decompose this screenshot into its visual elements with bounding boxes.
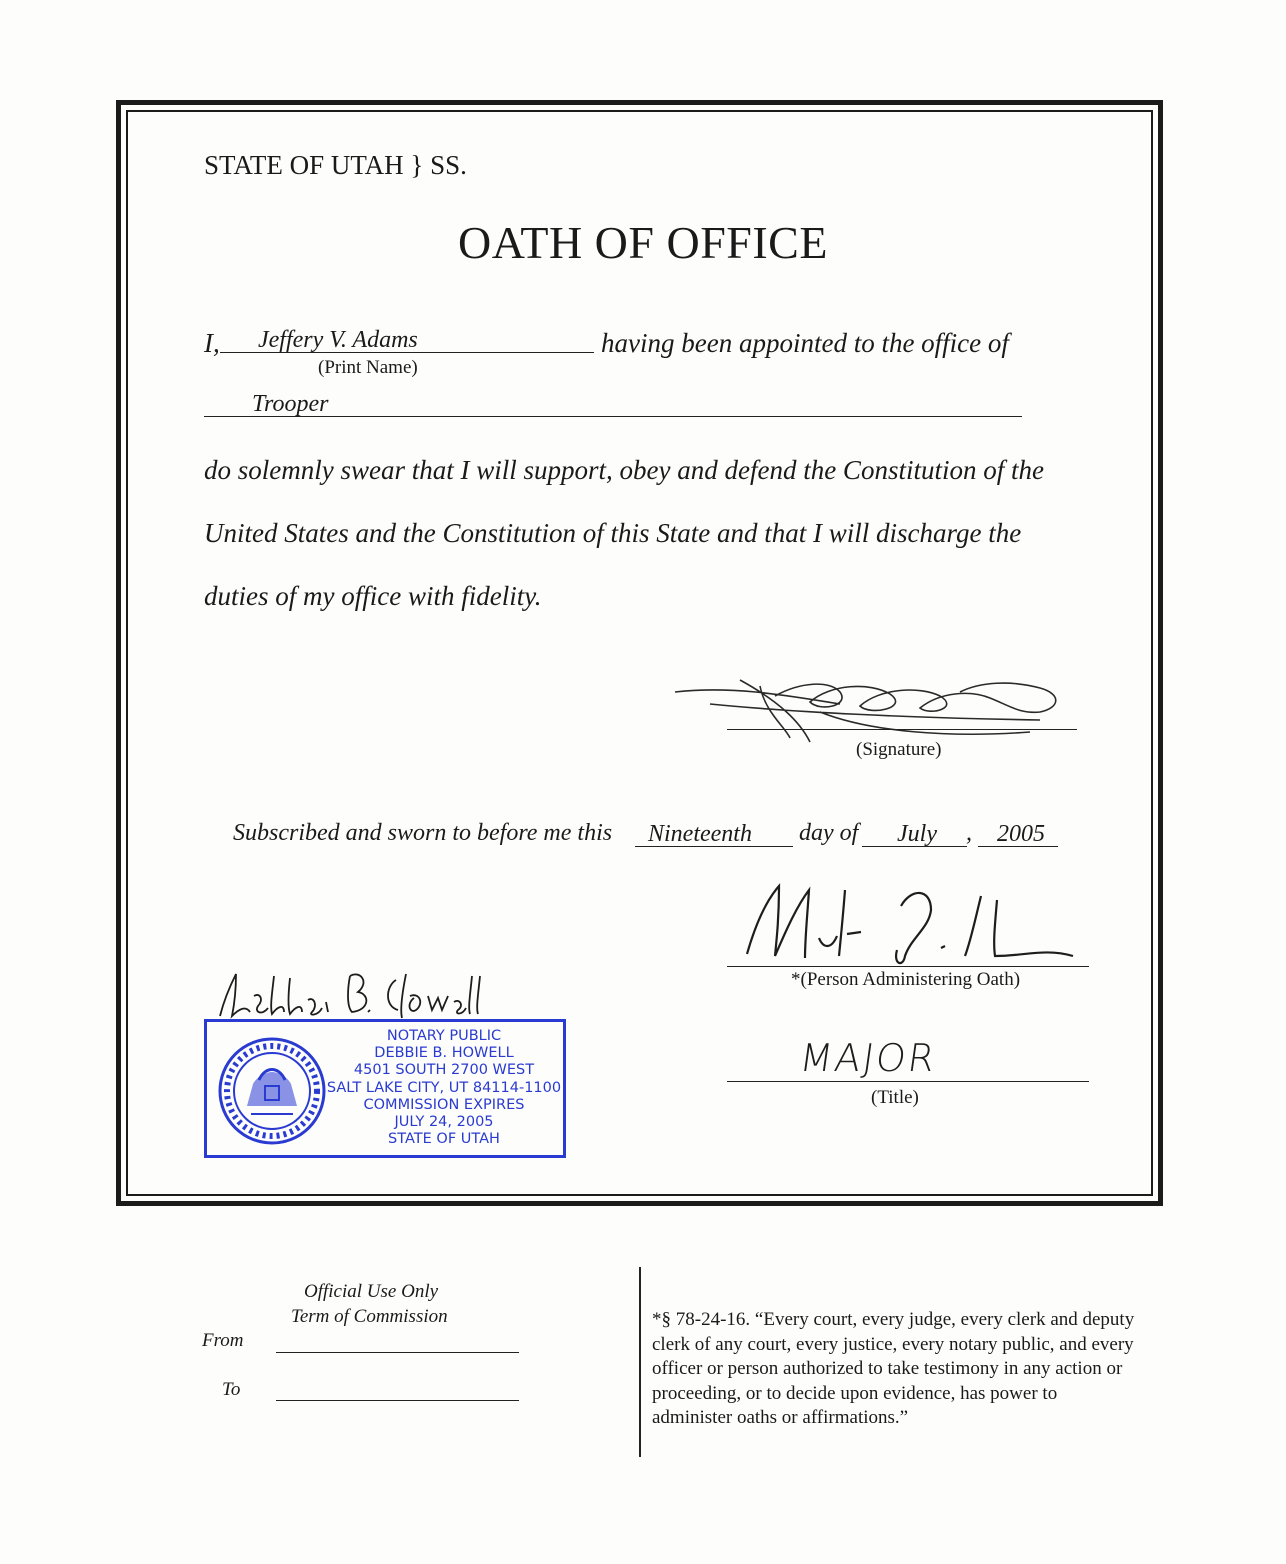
- from-field: [276, 1352, 519, 1353]
- from-label: From: [202, 1330, 244, 1351]
- document-title: OATH OF OFFICE: [458, 217, 828, 268]
- stamp-line: SALT LAKE CITY, UT 84114-1100: [326, 1079, 562, 1096]
- stamp-line: NOTARY PUBLIC: [386, 1028, 502, 1044]
- stamp-line: JULY 24, 2005: [394, 1114, 494, 1131]
- administrator-caption: *(Person Administering Oath): [791, 969, 1021, 990]
- office-value: Trooper: [252, 391, 329, 417]
- statute-text: *§ 78-24-16. “Every court, every judge, every clerk and deputy clerk of any court, every justice, every notary public, and every officer or person authorized to take testimony in any action or proceeding, or to decide upon evidence, has power to administer oaths or affirmations.”: [652, 1309, 1135, 1428]
- print-name-caption: (Print Name): [318, 357, 418, 378]
- notary-stamp: [204, 1019, 566, 1158]
- official-use-heading: Official Use Only: [304, 1281, 439, 1302]
- stamp-line: STATE OF UTAH: [388, 1131, 500, 1148]
- oath-line-3: duties of my office with fidelity.: [204, 581, 542, 611]
- term-of-commission-heading: Term of Commission: [291, 1306, 448, 1327]
- printed-name: Jeffery V. Adams: [258, 327, 418, 353]
- notary-signature: [210, 966, 490, 1026]
- appointed-text: having been appointed to the office of: [601, 328, 1009, 358]
- administrator-title: MAJOR: [796, 1036, 940, 1080]
- stamp-line: 4501 SOUTH 2700 WEST: [353, 1062, 535, 1079]
- oath-line-2: United States and the Constitution of this State and that I will discharge the: [204, 518, 1022, 548]
- subscribed-prefix: Subscribed and sworn to before me this: [233, 820, 613, 846]
- sworn-day: Nineteenth: [648, 821, 752, 847]
- signature-caption: (Signature): [856, 739, 942, 760]
- title-underline: [727, 1081, 1089, 1082]
- stamp-line: DEBBIE B. HOWELL: [374, 1045, 514, 1062]
- day-of-text: day of: [799, 820, 859, 846]
- administrator-underline: [727, 966, 1089, 967]
- administrator-signature: [735, 876, 1085, 966]
- footer-divider: [639, 1267, 641, 1457]
- oath-line-1: do solemnly swear that I will support, obey and defend the Constitution of the: [204, 455, 1044, 485]
- to-label: To: [222, 1379, 241, 1400]
- stamp-text: [325, 1028, 563, 1148]
- stamp-line: COMMISSION EXPIRES: [363, 1096, 525, 1113]
- state-seal-icon: [217, 1036, 327, 1146]
- to-field: [276, 1400, 519, 1401]
- signature-underline: [727, 729, 1077, 730]
- oath-prefix: I,: [204, 328, 220, 358]
- state-line: STATE OF UTAH } SS.: [204, 150, 467, 180]
- sworn-month: July: [897, 821, 937, 847]
- sworn-year: 2005: [997, 821, 1045, 847]
- month-comma: ,: [966, 820, 972, 846]
- title-caption: (Title): [871, 1087, 919, 1108]
